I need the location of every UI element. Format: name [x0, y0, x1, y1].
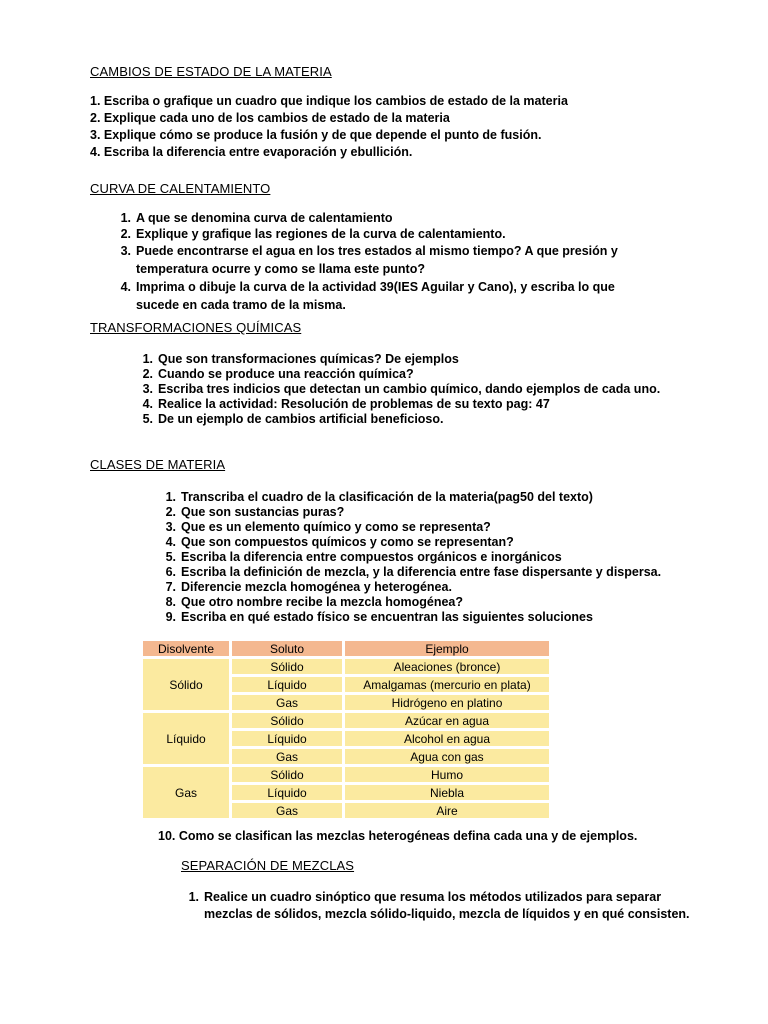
cambios-estado-list [90, 93, 568, 161]
item-text: De un ejemplo de cambios artificial beneficioso. [158, 412, 444, 426]
list-item [165, 505, 741, 520]
item-number: 7. [165, 580, 176, 594]
item-number: 4. [165, 535, 176, 549]
item-number: 4. [142, 397, 153, 411]
list-item: 2. Explique cada uno de los cambios de estado de la materia [90, 111, 450, 125]
soluto-cell: Sólido [232, 713, 342, 728]
item-text: Transcriba el cuadro de la clasificación de la materia(pag50 del texto) [181, 490, 593, 504]
list-item [165, 520, 741, 535]
item-text: Que es un elemento químico y como se representa? [181, 520, 491, 534]
disolvente-cell: Gas [143, 767, 229, 818]
soluto-cell: Gas [232, 695, 342, 710]
header-disolvente: Disolvente [143, 641, 229, 656]
list-item [142, 352, 698, 367]
list-item [142, 382, 698, 397]
transformaciones-list [142, 352, 698, 427]
item-text: Escriba tres indicios que detectan un cambio químico, dando ejemplos de cada uno. [158, 382, 661, 396]
section-title-transformaciones-quimicas: TRANSFORMACIONES QUÍMICAS [90, 320, 302, 335]
clases-materia-list [165, 490, 741, 625]
item-number: 6. [165, 565, 176, 579]
list-item: 4. Escriba la diferencia entre evaporación y ebullición. [90, 145, 413, 159]
list-item: 1. Escriba o grafique un cuadro que indique los cambios de estado de la materia [90, 94, 568, 108]
header-ejemplo: Ejemplo [345, 641, 549, 656]
table-row [143, 767, 549, 782]
ejemplo-cell: Alcohol en agua [345, 731, 549, 746]
item-text: Cuando se produce una reacción química? [158, 367, 414, 381]
ejemplo-cell: Aire [345, 803, 549, 818]
soluto-cell: Sólido [232, 767, 342, 782]
list-item [120, 242, 656, 278]
list-item [165, 565, 741, 580]
item-number: 1. [188, 890, 199, 904]
list-item [165, 490, 741, 505]
list-item [165, 550, 741, 565]
table-row [143, 659, 549, 674]
item-text: Imprima o dibuje la curva de la actividad 39(IES Aguilar y Cano), y escriba lo que sucede en cada tramo de la misma. [136, 280, 615, 312]
soluto-cell: Líquido [232, 731, 342, 746]
soluto-cell: Gas [232, 749, 342, 764]
section-title-cambios-estado: CAMBIOS DE ESTADO DE LA MATERIA [90, 64, 332, 79]
item-text: Que otro nombre recibe la mezcla homogénea? [181, 595, 464, 609]
soluto-cell: Líquido [232, 677, 342, 692]
item-text: Escriba la definición de mezcla, y la diferencia entre fase dispersante y dispersa. [181, 565, 662, 579]
section-title-curva-calentamiento: CURVA DE CALENTAMIENTO [90, 181, 271, 196]
item-number: 1. [120, 211, 131, 225]
list-item [165, 595, 741, 610]
list-item [142, 367, 698, 382]
ejemplo-cell: Aleaciones (bronce) [345, 659, 549, 674]
ejemplo-cell: Niebla [345, 785, 549, 800]
item-text: Escriba en qué estado físico se encuentran las siguientes soluciones [181, 610, 593, 624]
ejemplo-cell: Humo [345, 767, 549, 782]
item-text: A que se denomina curva de calentamiento [136, 211, 393, 225]
list-item [120, 226, 656, 243]
item-text: Puede encontrarse el agua en los tres estados al mismo tiempo? A que presión y temperatura ocurre y como se llama este punto? [136, 244, 618, 276]
section-title-separacion-mezclas: SEPARACIÓN DE MEZCLAS [181, 858, 355, 873]
disolvente-cell: Sólido [143, 659, 229, 710]
item-number: 5. [165, 550, 176, 564]
ejemplo-cell: Agua con gas [345, 749, 549, 764]
item-number: 5. [142, 412, 153, 426]
ejemplo-cell: Hidrógeno en platino [345, 695, 549, 710]
list-item [165, 535, 741, 550]
item-text: Diferencie mezcla homogénea y heterogénea. [181, 580, 452, 594]
list-item [165, 580, 741, 595]
list-item [142, 397, 698, 412]
item-text: Escriba la diferencia entre compuestos orgánicos e inorgánicos [181, 550, 562, 564]
soluto-cell: Sólido [232, 659, 342, 674]
list-item: 3. Explique cómo se produce la fusión y de que depende el punto de fusión. [90, 128, 542, 142]
item-text: Explique y grafique las regiones de la curva de calentamiento. [136, 226, 506, 241]
item-number: 4. [120, 280, 131, 294]
item-text: Que son sustancias puras? [181, 505, 345, 519]
section-title-clases-materia: CLASES DE MATERIA [90, 457, 226, 472]
item-number: 2. [120, 226, 131, 241]
separacion-mezclas-list [188, 889, 694, 923]
list-item [165, 610, 741, 625]
list-item [120, 211, 656, 227]
item-text: Que son compuestos químicos y como se representan? [181, 535, 514, 549]
list-item [188, 889, 694, 923]
list-item [142, 412, 698, 427]
soluto-cell: Gas [232, 803, 342, 818]
item-number: 3. [165, 520, 176, 534]
item-number: 3. [120, 244, 131, 258]
item-text: Realice la actividad: Resolución de problemas de su texto pag: 47 [158, 397, 550, 411]
list-item [120, 278, 656, 314]
disolvente-cell: Líquido [143, 713, 229, 764]
item-number: 1. [142, 352, 153, 366]
header-soluto: Soluto [232, 641, 342, 656]
question-10: 10. Como se clasifican las mezclas heterogéneas defina cada una y de ejemplos. [158, 829, 638, 843]
ejemplo-cell: Amalgamas (mercurio en plata) [345, 677, 549, 692]
item-number: 2. [165, 505, 176, 519]
soluto-cell: Líquido [232, 785, 342, 800]
item-number: 2. [142, 367, 153, 381]
table-header-row [143, 641, 549, 656]
item-number: 9. [165, 610, 176, 624]
curva-calentamiento-list [120, 211, 656, 314]
ejemplo-cell: Azúcar en agua [345, 713, 549, 728]
table-row [143, 713, 549, 728]
item-text: Realice un cuadro sinóptico que resuma los métodos utilizados para separar mezclas de sólidos, mezcla sólido-liquido, mezcla de líquidos y en qué consisten. [204, 890, 690, 921]
item-number: 3. [142, 382, 153, 396]
item-number: 8. [165, 595, 176, 609]
soluciones-table [140, 638, 552, 821]
item-number: 1. [165, 490, 176, 504]
item-text: Que son transformaciones químicas? De ejemplos [158, 352, 459, 366]
